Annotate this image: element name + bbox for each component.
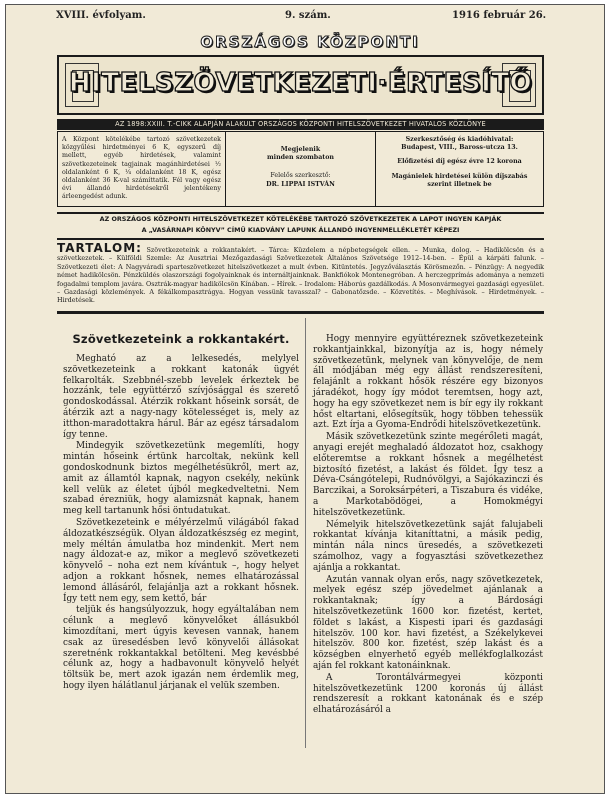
info-box [57, 131, 544, 207]
toc-text: Szövetkezeteink a rokkantakért. – Tárca: Küzdelem a népbetegségek ellen. – Munka, dolog. – Hadikölcsön és a szövetkezetek. – Külföldi Szemle: Az Ausztriai Mezőgazdasági Szövetkezetek Általános Szövetsége 1912–14-ben. – Épül a kárpáti falunk. – Szövetkezeti élet: A Nagyváradi sparteszövetkezet hitelszövetkezet a mult évben. Kitüntetés. Jegyzőválasztás Körösmezőn. – Pénzügy: A negyedik német hadikölcsön. Pénzküldés olaszországi fogolyainknak és internáltjainknak. Bankfiókok Montenegróban. A herczegprímás adománya a nemzeti fogadalmi templom javára. Osztrák-magyar hadikölcsön Kínában. – Hírek. – Irodalom: Háborús gazdálkodás. A Mosonvármegyei gazdasági egyesület. – Gazdasági közlemények. A fékálkompasztrágya. Hogyan vessünk tavasszal? – Gabonatőzsde. – Közvetítés. – Meghívások. – Hirdetmények. – Hirdetések. [57, 246, 544, 305]
info-office-address: Budapest, VIII., Baross-utcza 13. [401, 144, 518, 152]
masthead-top-title: ORSZÁGOS KÖZPONTI [200, 33, 420, 51]
info-editor-name: DR. LIPPAI ISTVÁN [266, 180, 335, 188]
date-label: 1916 február 26. [452, 10, 547, 21]
info-editor-label: Felelős szerkesztő: [270, 172, 331, 180]
article-paragraph: Megható az a lelkesedés, melylyel szövetkezeteink a rokkant katonák ügyét felkarolták. Szebbnél-szebb levelek érkeztek be hozzánk, tele együttérző szívjósággal és szerető gondoskodással. Átérzik rokkant hőseink sorsát, de átérzik azt a nagy-nagy kötelességet is, mely az itthon-maradottakra hárul. Bár az egész társadalom így tenne. [63, 354, 299, 440]
notice-line-2: A „VASÁRNAPI KÖNYV” CÍMŰ KIADVÁNY LAPUNK ÁLLANDÓ INGYENMELLÉKLETÉT KÉPEZI [141, 226, 460, 234]
article-paragraph: Hogy mennyire együttéreznek szövetkezeteink rokkantjainkkal, bizonyítja az is, hogy némely szövetkezetünk, melynek van könyvelője, de nem áll módjában még egy állást rendszeresíteni, felajánlt a rokkant hősök részére egy bizonyos járadékot, hogy így módot teremtsen, hogy azt, hogy ha egy szövetkezet nem is bír egy ily rokkant hőst eltartani, elősegítsük, hogy többen tehessük azt. Ezt írja a Gyoma-Endrődi hitelszövetkezetünk. [313, 334, 543, 431]
article-paragraph: Némelyik hitelszövetkezetünk saját falujabeli rokkantat kívánja kitaníttatni, a másik pedig, mintán nála nincs üresedés, a szövetkezeti számolhoz, vagy a fogyasztási szövetkezethez ajánlja a rokkantat. [313, 519, 543, 573]
article-column-2 [313, 334, 543, 716]
article-column-1 [63, 332, 299, 692]
info-office [376, 132, 543, 206]
masthead-subtitle: AZ 1898:XXIII. T.-CIKK ALAPJÁN ALAKULT ORSZÁGOS KÖZPONTI HITELSZÖVETKEZET HIVATALOS KÖZLÖNYE [57, 119, 544, 130]
article-paragraph: Azután vannak olyan erős, nagy szövetkezetek, melyek egész szép jövedelmet ajánlanak a rokkantaknak; így a Bárdosági hitelszövetkezetünk 1600 kor. fizetést, kertet, földet s lakást, a Kispesti ipari és gazdasági hitelszöv. 100 kor. havi fizetést, a Székelykevei hitelszöv. 800 kor. fizetést, szép lakást és a községben elnyerhető egyéb mellékfoglalkozást aján fel rokkant katonáinknak. [313, 574, 543, 671]
info-ad-terms: A Központ kötelékébe tartozó szövetkezetek közgyűlési hirdetményei 6 K, egyszerű díj mellett, egyéb hirdetések, valamint szövetkezeteinek tagjainak magánhirdetései ½ oldalanként 6 K, ¼ oldalanként 18 K, egész oldalanként 36 K-val számíttatik. Fél vagy egész évi állandó hirdetésekről jelentékeny árleengedést adunk. [58, 132, 226, 206]
toc-label: TARTALOM: [57, 241, 142, 255]
notice-box [57, 212, 544, 240]
info-subscription: Előfizetési díj egész évre 12 korona [397, 158, 522, 166]
info-appears: Megjelenik [280, 146, 321, 153]
info-schedule: minden szombaton [267, 154, 334, 162]
info-publication [226, 132, 376, 206]
column-divider [305, 318, 306, 748]
article-paragraph: Szövetkezeteink e mélyérzelmű világából fakad áldozatkészségük. Olyan áldozatkészség ez megint, mely méltán ámulatba hoz mindenkit. Mert nem nagy áldozat-e az, mikor a meglevő szövetkezeti könyvelő – noha ezt nem kívántuk –, hogy helyet adjon a rokkant hősnek, nemes elhatározással lemond állásáról, felajánlja azt a rokkant hősnek. Így tett nem egy, sem kettő, bár [63, 517, 299, 604]
notice-line-1: AZ ORSZÁGOS KÖZPONTI HITELSZÖVETKEZET KÖTELÉKÉBE TARTOZÓ SZÖVETKEZETEK A LAPOT INGYEN KAPJÁK [99, 215, 502, 223]
section-divider [57, 311, 544, 314]
masthead-title: HITELSZÖVETKEZETI·ÉRTESÍTŐ [68, 68, 533, 98]
table-of-contents [57, 241, 544, 305]
article-paragraph: A Torontálvármegyei központi hitelszövetkezetünk 1200 koronás új állást rendszeresít a rokkant katonának és e szép elhatározásáról a [313, 672, 543, 716]
volume-label: XVIII. évfolyam. [56, 10, 146, 21]
info-office-label: Szerkesztőség és kiadóhivatal: [405, 136, 514, 143]
issue-label: 9. szám. [285, 10, 331, 21]
article-paragraph: teljük és hangsúlyozzuk, hogy egyáltalában nem célunk a meglevő könyvelőket állásukból kimozdítani, mert úgyis kevesen vannak, hanem csak az üresedésben levő könyvelői állásokat szeretnénk rokkantakkal betölteni. Meg kevésbbé célunk az, hogy a hadbavonult könyvelő helyét töltsük be, mert azok igazán nem érdemlik meg, hogy ilyen hálátlanul járjanak el velük szemben. [63, 605, 299, 691]
masthead [57, 55, 544, 115]
article-paragraph: Mindegyik szövetkezetünk megemlíti, hogy mintán hőseink értünk harcoltak, nekünk kell gondoskodnunk biztos megélhetésükről, mert az, amit az államtól kapnak, nagyon csekély, nekünk kell velük az életet újból megkedveltetni. Nem szabad érezniük, hogy alamizsnát kapnak, hanem meg kell tartanunk hősi öntudatukat. [63, 441, 299, 517]
article-title: Szövetkezeteink a rokkantakért. [72, 332, 290, 346]
article-paragraph: Másik szövetkezetünk szinte megérőleti magát, anyagi erejét meghaladó áldozatot hoz, csakhogy előteremtse a rokkant hősnek a megélhetést biztosító fizetést, a lakást és földet. Így tesz a Déva-Csángótelepi, Rudnóvölgyi, a Sajókazinczi és Barczikai, a Soroksárpéteri, a Tiszabura és vidéke, a Markotabödögei, a Homokmégyi hitelszövetkezetünk. [313, 432, 543, 518]
info-private-ads: Magánielek hirdetései külön díjszabás szerint illetnek be [391, 172, 528, 188]
